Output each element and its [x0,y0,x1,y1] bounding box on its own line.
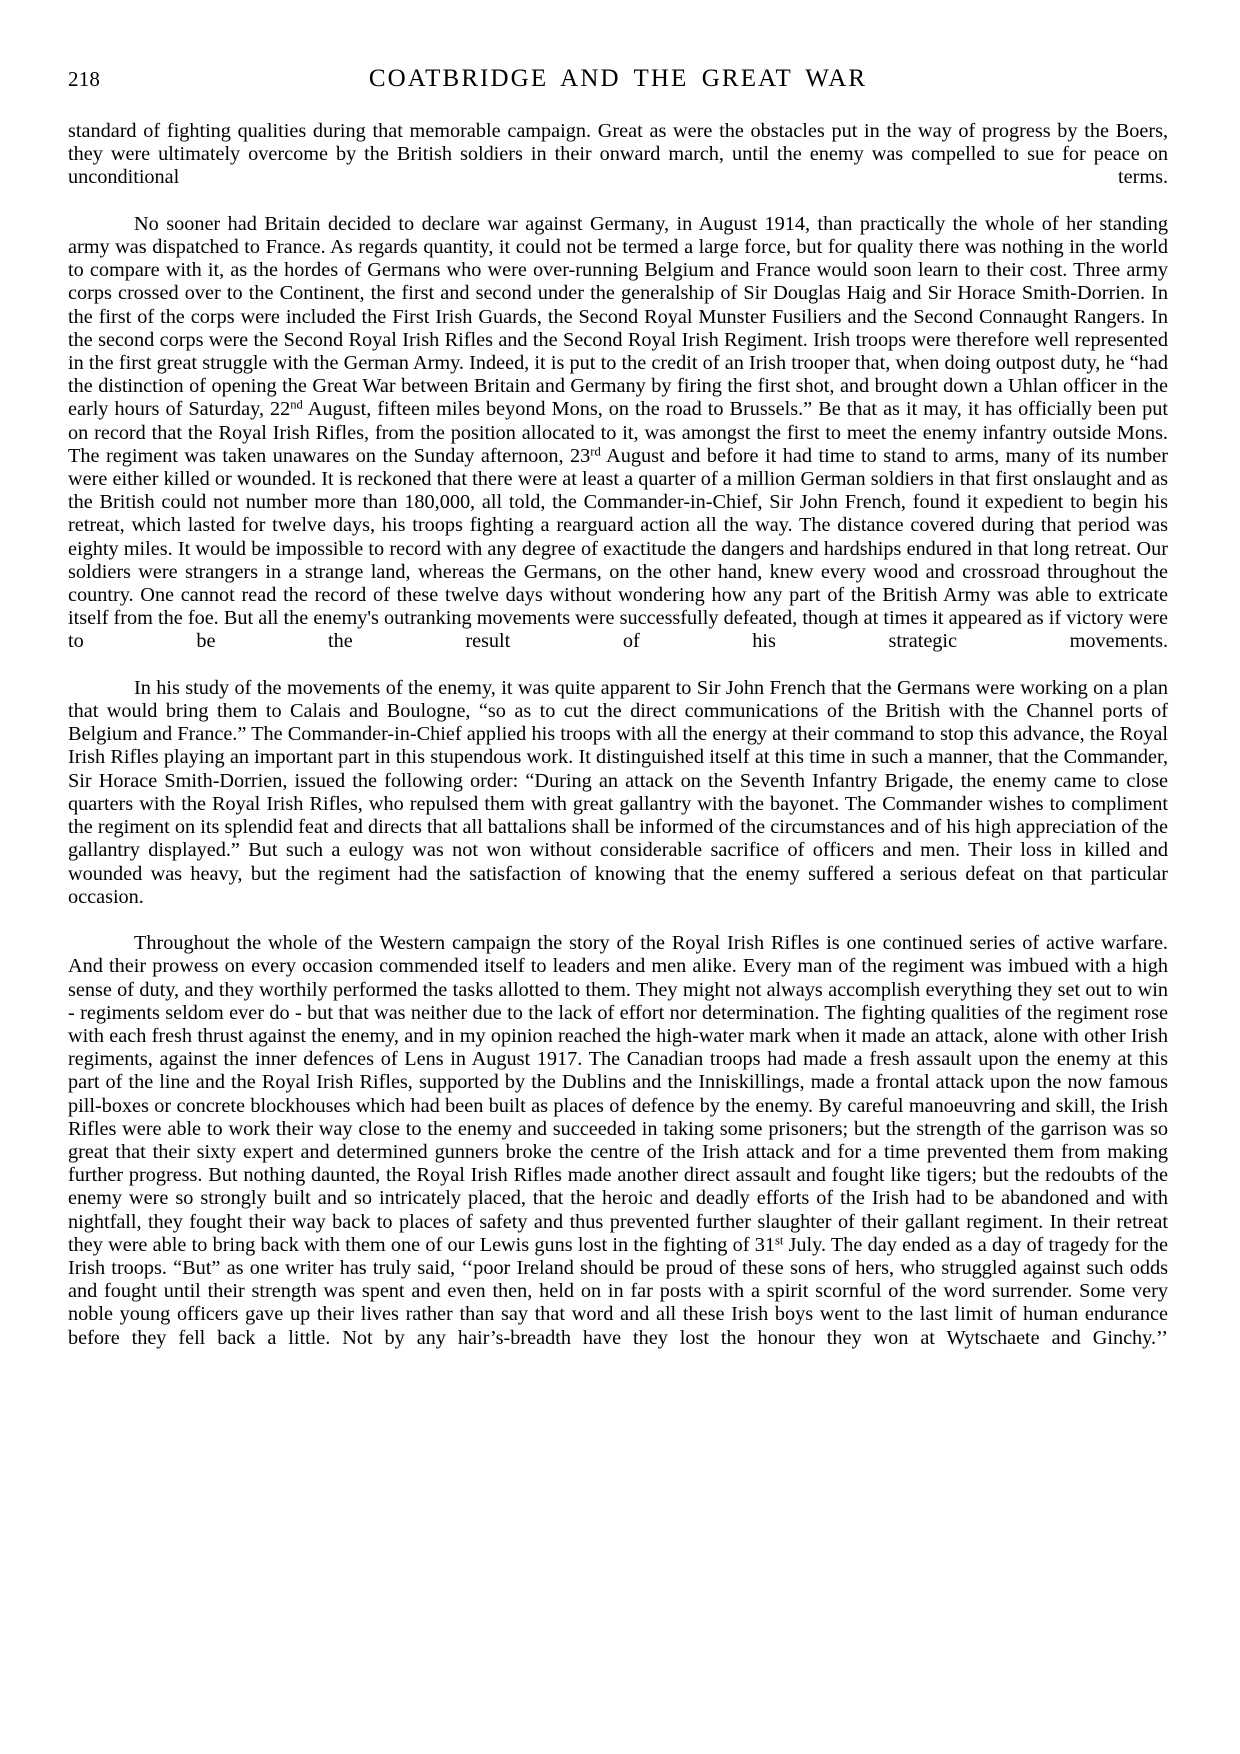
body-text-block [68,120,1168,1373]
para-boers: standard of fighting qualities during that memorable campaign. Great as were the obstacles put in the way of progress by the Boers, they were ultimately overcome by the British soldiers in their onward march, until the enemy was compelled to sue for peace on unconditional terms. [68,120,1168,189]
running-head [68,66,1168,100]
para-mons: No sooner had Britain decided to declare war against Germany, in August 1914, than practically the whole of her standing army was dispatched to France. As regards quantity, it could not be termed a large force, but for quality there was nothing in the world to compare with it, as the hordes of Germans who were over-running Belgium and France would soon learn to their cost. Three army corps crossed over to the Continent, the first and second under the generalship of Sir Douglas Haig and Sir Horace Smith-Dorrien. In the first of the corps were included the First Irish Guards, the Second Royal Munster Fusiliers and the Second Connaught Rangers. In the second corps were the Second Royal Irish Rifles and the Second Royal Irish Regiment. Irish troops were therefore well represented in the first great struggle with the German Army. Indeed, it is put to the credit of an Irish trooper that, when doing outpost duty, he “had the distinction of opening the Great War between Britain and Germany by firing the first shot, and brought down a Uhlan officer in the early hours of Saturday, 22nd August, fifteen miles beyond Mons, on the road to Brussels.” Be that as it may, it has officially been put on record that the Royal Irish Rifles, from the position allocated to it, was amongst the first to meet the enemy infantry outside Mons. The regiment was taken unawares on the Sunday afternoon, 23rd August and before it had time to stand to arms, many of its number were either killed or wounded. It is reckoned that there were at least a quarter of a million German soldiers in that first onslaught and as the British could not number more than 180,000, all told, the Commander-in-Chief, Sir John French, found it expedient to begin his retreat, which lasted for twelve days, his troops fighting a rearguard action all the way. The distance covered during that period was eighty miles. It would be impossible to record with any degree of exactitude the dangers and hardships endured in that long retreat. Our soldiers were strangers in a strange land, whereas the Germans, on the other hand, knew every wood and crossroad throughout the country. One cannot read the record of these twelve days without wondering how any part of the British Army was able to extricate itself from the foe. But all the enemy's outranking movements were successfully defeated, though at times it appeared as if victory were to be the result of his strategic movements. [68,212,1168,653]
para-lens: Throughout the whole of the Western campaign the story of the Royal Irish Rifles is one continued series of active warfare. And their prowess on every occasion commended itself to leaders and men alike. Every man of the regiment was imbued with a high sense of duty, and they worthily performed the tasks allotted to them. They might not always accomplish everything they set out to win - regiments seldom ever do - but that was neither due to the lack of effort nor determination. The fighting qualities of the regiment rose with each fresh thrust against the enemy, and in my opinion reached the high-water mark when it made an attack, alone with other Irish regiments, against the inner defences of Lens in August 1917. The Canadian troops had made a fresh assault upon the enemy at this part of the line and the Royal Irish Rifles, supported by the Dublins and the Inniskillings, made a frontal attack upon the now famous pill-boxes or concrete blockhouses which had been built as places of defence by the enemy. By careful manoeuvring and skill, the Irish Rifles were able to work their way close to the enemy and succeeded in taking some prisoners; but the strength of the garrison was so great that their sixty expert and determined gunners broke the centre of the Irish attack and for a time prevented them from making further progress. But nothing daunted, the Royal Irish Rifles made another direct assault and fought like tigers; but the redoubts of the enemy were so strongly built and so intricately placed, that the heroic and deadly efforts of the Irish had to be abandoned and with nightfall, they fought their way back to places of safety and thus prevented further slaughter of their gallant regiment. In their retreat they were able to bring back with them one of our Lewis guns lost in the fighting of 31st July. The day ended as a day of tragedy for the Irish troops. “But” as one writer has truly said, ‘‘poor Ireland should be proud of these sons of hers, who struggled against such odds and fought until their strength was spent and even then, held on in far posts with a spirit scornful of the word surrender. Some very noble young officers gave up their lives rather than say that word and all these Irish boys went to the last limit of human endurance before they fell back a little. Not by any hair’s-breadth have they lost the honour they won at Wytschaete and Ginchy.’’ [68,932,1169,1349]
page-number: 218 [68,67,101,91]
para-smith-dorrien: In his study of the movements of the enemy, it was quite apparent to Sir John French that the Germans were working on a plan that would bring them to Calais and Boulogne, “so as to cut the direct communications of the British with the Channel ports of Belgium and France.” The Commander-in-Chief applied his troops with all the energy at their command to stop this advance, the Royal Irish Rifles playing an important part in this stupendous work. It distinguished itself at this time in such a manner, that the Commander, Sir Horace Smith-Dorrien, issued the following order: “During an attack on the Seventh Infantry Brigade, the enemy came to close quarters with the Royal Irish Rifles, who repulsed them with great gallantry with the bayonet. The Commander wishes to compliment the regiment on its splendid feat and directs that all battalions shall be informed of the circumstances and of his high appreciation of the gallantry displayed.” But such a eulogy was not won without considerable sacrifice of officers and men. Their loss in killed and wounded was heavy, but the regiment had the satisfaction of knowing that the enemy suffered a serious defeat on that particular occasion. [68,676,1168,908]
running-head-title: COATBRIDGE AND THE GREAT WAR [368,65,868,92]
